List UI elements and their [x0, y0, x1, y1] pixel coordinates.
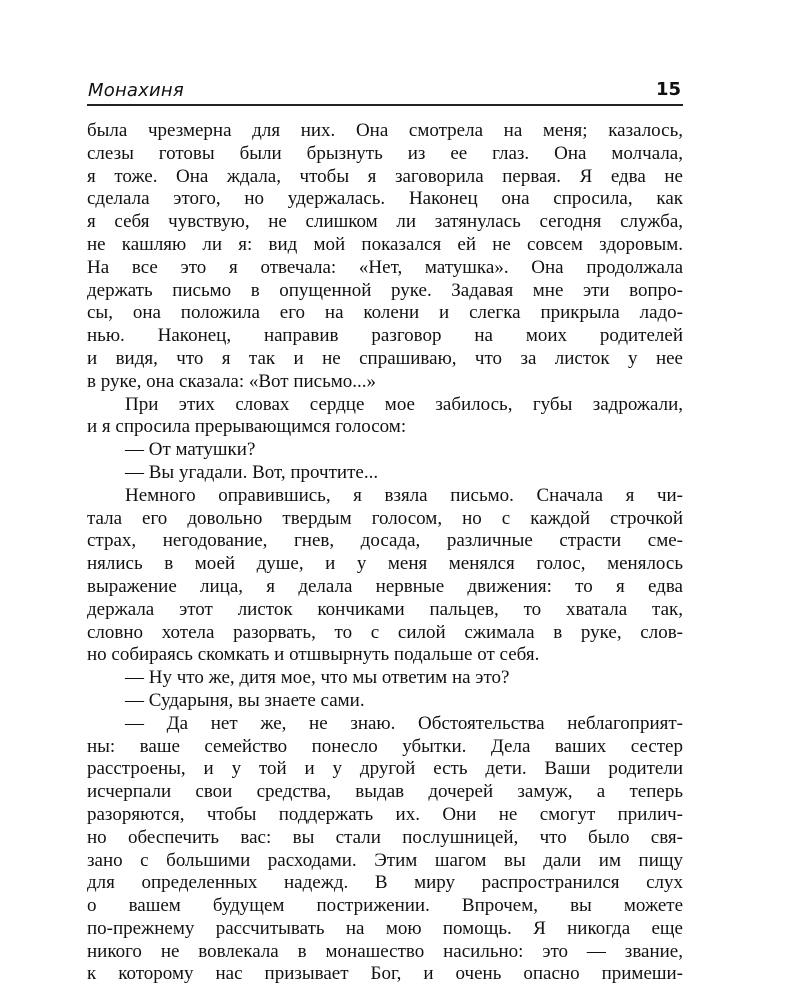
text-line: для определенных надежд. В миру распространился слух: [87, 872, 683, 894]
text-line: и я спросила прерывающимся голосом:: [87, 416, 407, 438]
text-line: При этих словах сердце мое забилось, губы задрожали,: [125, 393, 683, 415]
text-line: я себя чувствую, не слишком ли затянулась сегодня служба,: [87, 211, 683, 233]
text-line: нью. Наконец, направив разговор на моих родителей: [87, 325, 683, 347]
text-line: выражение лица, я делала нервные движения: то я едва: [87, 575, 683, 597]
text-line: по-прежнему рассчитывать на мою помощь. Я никогда еще: [87, 917, 683, 939]
text-line: На все это я отвечала: «Нет, матушка». Она продолжала: [87, 256, 683, 278]
text-line: — Вы угадали. Вот, прочтите...: [125, 461, 379, 483]
text-line: была чрезмерна для них. Она смотрела на меня; казалось,: [87, 120, 683, 141]
text-line: Немного оправившись, я взяла письмо. Сначала я чи-: [125, 484, 683, 506]
text-line: тала его довольно твердым голосом, но с каждой строчкой: [87, 507, 683, 529]
text-line: сы, она положила его на колени и слегка прикрыла ладо-: [87, 302, 683, 324]
text-line: но обеспечить вас: вы стали послушницей, что было свя-: [87, 826, 683, 848]
book-page: [87, 78, 683, 986]
page-number: 15: [655, 79, 681, 100]
text-line: держала этот листок кончиками пальцев, то хватала так,: [87, 598, 683, 620]
text-line: — От матушки?: [125, 439, 256, 461]
text-line: исчерпали свои средства, выдав дочерей замуж, а теперь: [87, 781, 683, 803]
text-line: — Ну что же, дитя мое, что мы ответим на это?: [125, 667, 510, 689]
text-line: нялись в моей душе, и у меня менялся голос, менялось: [87, 553, 683, 575]
text-line: к которому нас призывает Бог, и очень опасно примеши-: [87, 963, 683, 985]
text-line: сделала этого, но удержалась. Наконец она спросила, как: [87, 188, 683, 210]
text-line: слезы готовы были брызнуть из ее глаз. Она молчала,: [87, 142, 683, 164]
text-line: в руке, она сказала: «Вот письмо...»: [87, 370, 377, 392]
text-line: держать письмо в опущенной руке. Задавая мне эти вопро-: [87, 279, 683, 301]
text-line: страх, негодование, гнев, досада, различные страсти сме-: [87, 530, 683, 552]
text-line: но собираясь скомкать и отшвырнуть подальше от себя.: [87, 644, 540, 666]
text-line: и видя, что я так и не спрашиваю, что за листок у нее: [87, 347, 683, 369]
text-line: словно хотела разорвать, то с силой сжимала в руке, слов-: [87, 621, 683, 643]
running-title: Монахиня: [88, 80, 184, 101]
text-line: ны: ваше семейство понесло убытки. Дела ваших сестер: [87, 735, 683, 757]
text-line: зано с большими расходами. Этим шагом вы дали им пищу: [87, 849, 683, 871]
text-line: я тоже. Она ждала, чтобы я заговорила первая. Я едва не: [87, 165, 683, 187]
text-line: разоряются, чтобы поддержать их. Они не смогут прилич-: [87, 803, 683, 825]
running-header: [87, 78, 683, 106]
text-line: о вашем будущем пострижении. Впрочем, вы можете: [87, 895, 683, 917]
text-line: расстроены, и у той и у другой есть дети. Ваши родители: [87, 758, 683, 780]
text-line: — Да нет же, не знаю. Обстоятельства неблагоприят-: [125, 712, 683, 734]
text-line: — Сударыня, вы знаете сами.: [125, 689, 365, 711]
text-line: никого не вовлекала в монашество насильно: это — звание,: [87, 940, 683, 962]
text-line: не кашляю ли я: вид мой показался ей не совсем здоровым.: [87, 233, 683, 255]
body-text: [87, 120, 683, 986]
